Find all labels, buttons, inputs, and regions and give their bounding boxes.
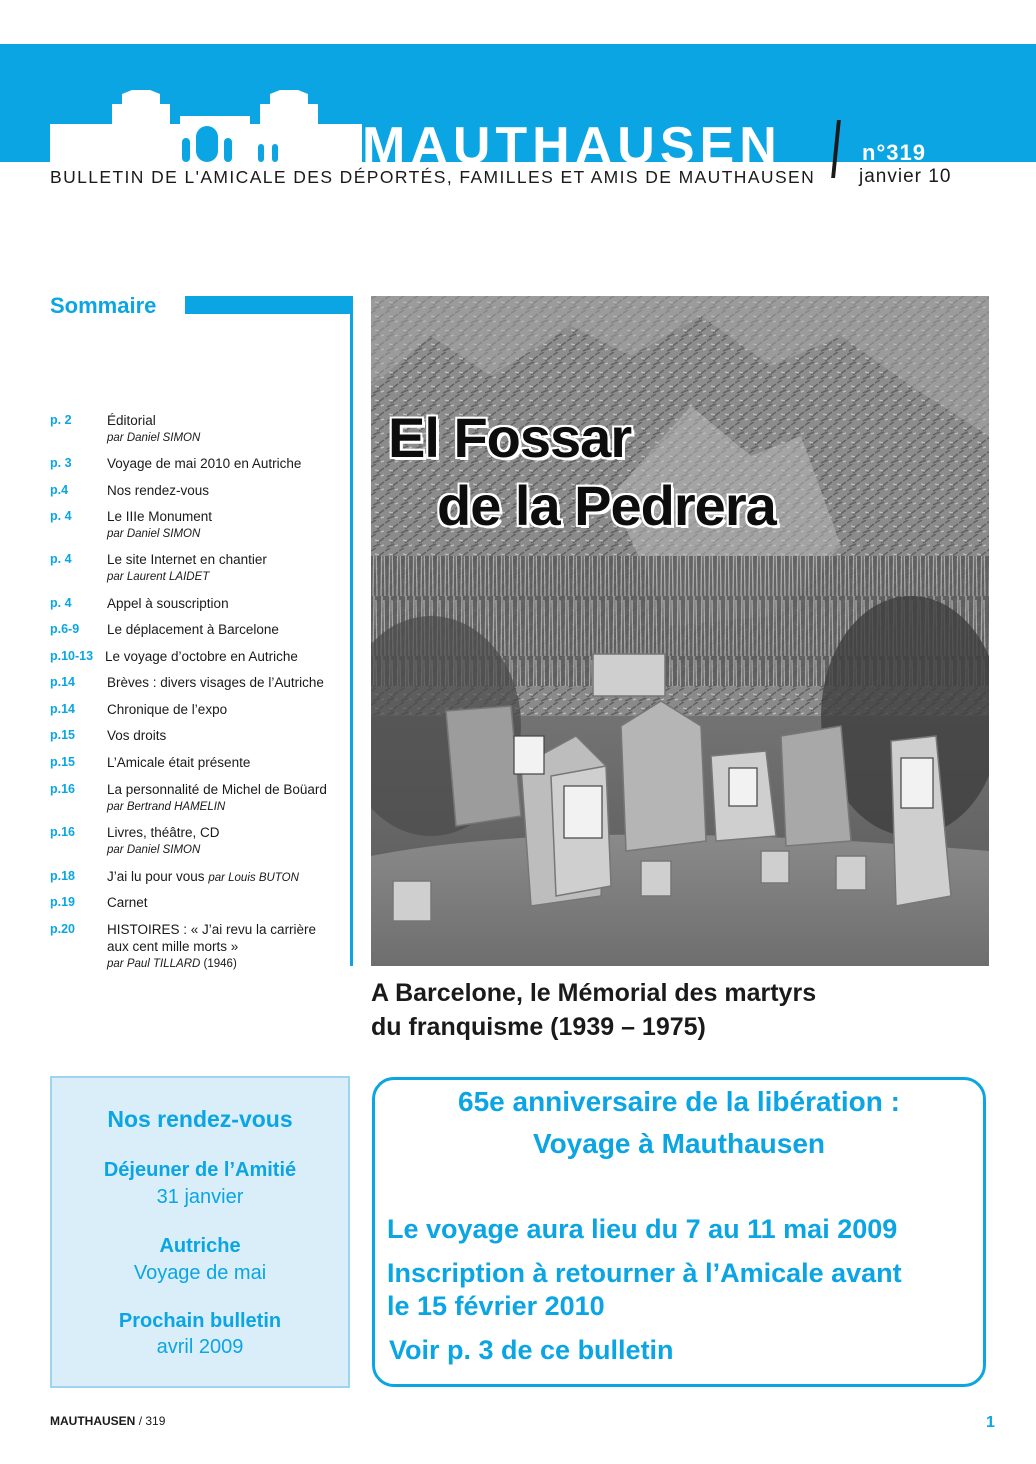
toc-text: Le déplacement à Barcelone xyxy=(107,622,279,637)
toc-text-line2: aux cent mille morts » xyxy=(107,939,239,954)
toc-page: p.20 xyxy=(50,922,76,936)
issue-date: janvier 10 xyxy=(859,166,952,187)
sommaire-title: Sommaire xyxy=(50,293,157,318)
event-name: Prochain bulletin xyxy=(118,1310,282,1332)
toc-text: Le site Internet en chantier xyxy=(107,552,267,567)
caption-line1: A Barcelone, le Mémorial des martyrs xyxy=(371,979,817,1007)
toc-author: par Daniel SIMON xyxy=(107,528,201,540)
toc-page: p.6-9 xyxy=(50,622,80,636)
bulletin-subtitle: BULLETIN DE L'AMICALE DES DÉPORTÉS, FAMILLES ET AMIS DE MAUTHAUSEN xyxy=(50,167,816,187)
voyage-reference: Voir p. 3 de ce bulletin xyxy=(389,1335,674,1365)
voyage-heading-line1: 65e anniversaire de la libération : xyxy=(458,1086,900,1117)
sommaire-vertical-rule xyxy=(350,296,353,966)
toc-page: p.18 xyxy=(50,869,76,883)
toc-author-year: (1946) xyxy=(203,958,237,970)
footer-title: MAUTHAUSEN xyxy=(50,1414,136,1428)
toc-author: par Laurent LAIDET xyxy=(107,571,210,583)
event-detail: avril 2009 xyxy=(156,1336,244,1358)
rendezvous-title: Nos rendez-vous xyxy=(107,1106,293,1132)
toc-page: p. 4 xyxy=(50,552,72,566)
toc-page: p.15 xyxy=(50,755,76,769)
toc-text: Voyage de mai 2010 en Autriche xyxy=(107,456,302,471)
cover-title-line2: de la Pedrera xyxy=(437,474,776,537)
toc-page: p.14 xyxy=(50,675,76,689)
rendezvous-box xyxy=(50,1076,350,1388)
toc-text: Vos droits xyxy=(107,728,167,743)
voyage-heading-line2: Voyage à Mauthausen xyxy=(532,1128,825,1159)
toc-page: p.10-13 xyxy=(50,649,94,663)
voyage-deadline: le 15 février 2010 xyxy=(387,1291,605,1321)
toc-page: p.16 xyxy=(50,825,76,839)
toc-author-name: par Paul TILLARD xyxy=(107,958,201,970)
toc-author: par Daniel SIMON xyxy=(107,844,201,856)
event-detail: Voyage de mai xyxy=(133,1262,267,1284)
toc-page: p. 2 xyxy=(50,413,72,427)
toc-author: par Daniel SIMON xyxy=(107,432,201,444)
page-number: 1 xyxy=(986,1414,995,1431)
toc-text: Éditorial xyxy=(107,413,156,428)
magazine-title: MAUTHAUSEN xyxy=(362,117,782,175)
toc-text: Livres, théâtre, CD xyxy=(107,825,220,840)
toc-text: Nos rendez-vous xyxy=(107,483,210,498)
toc-author-inline: par Louis BUTON xyxy=(208,872,299,884)
issue-number: n°319 xyxy=(862,140,926,165)
cover-title-line1: El Fossar xyxy=(388,406,632,469)
toc-page: p.19 xyxy=(50,895,76,909)
toc-text-main: J’ai lu pour vous xyxy=(107,869,205,884)
toc-author xyxy=(107,956,237,973)
toc-page: p. 3 xyxy=(50,456,72,470)
event-name: Autriche xyxy=(159,1235,241,1257)
toc-author: par Bertrand HAMELIN xyxy=(107,801,226,813)
toc-text: Appel à souscription xyxy=(107,596,229,611)
cover-photo xyxy=(371,296,989,966)
toc-text: HISTOIRES : « J’ai revu la carrière xyxy=(107,922,317,937)
toc-text: Brèves : divers visages de l’Autriche xyxy=(107,675,324,690)
voyage-inscription: Inscription à retourner à l’Amicale avant xyxy=(387,1258,902,1288)
toc-text xyxy=(107,868,299,887)
toc-item[interactable] xyxy=(50,921,350,981)
toc-text: La personnalité de Michel de Boüard xyxy=(107,782,327,797)
building-silhouette-icon xyxy=(50,86,362,162)
toc-page: p.4 xyxy=(50,483,69,497)
toc-page: p. 4 xyxy=(50,596,72,610)
toc-text: Carnet xyxy=(107,895,148,910)
voyage-dates: Le voyage aura lieu du 7 au 11 mai 2009 xyxy=(387,1214,898,1244)
toc-page: p. 4 xyxy=(50,509,72,523)
toc-page: p.14 xyxy=(50,702,76,716)
toc-text: Chronique de l’expo xyxy=(107,702,228,717)
slash-divider xyxy=(826,120,846,178)
event-name: Déjeuner de l’Amitié xyxy=(103,1159,297,1181)
event-detail: 31 janvier xyxy=(156,1186,244,1208)
toc-text: Le IIIe Monument xyxy=(107,509,213,524)
toc-page: p.15 xyxy=(50,728,76,742)
sommaire-rule xyxy=(185,296,353,314)
voyage-box xyxy=(372,1077,986,1387)
footer-issue: / 319 xyxy=(138,1414,166,1428)
toc-text: Le voyage d’octobre en Autriche xyxy=(105,649,298,664)
footer-publication xyxy=(50,1414,165,1428)
toc-page: p.16 xyxy=(50,782,76,796)
cover-caption xyxy=(371,976,991,1044)
toc-text: L’Amicale était présente xyxy=(107,755,251,770)
caption-line2: du franquisme (1939 – 1975) xyxy=(371,1013,706,1041)
